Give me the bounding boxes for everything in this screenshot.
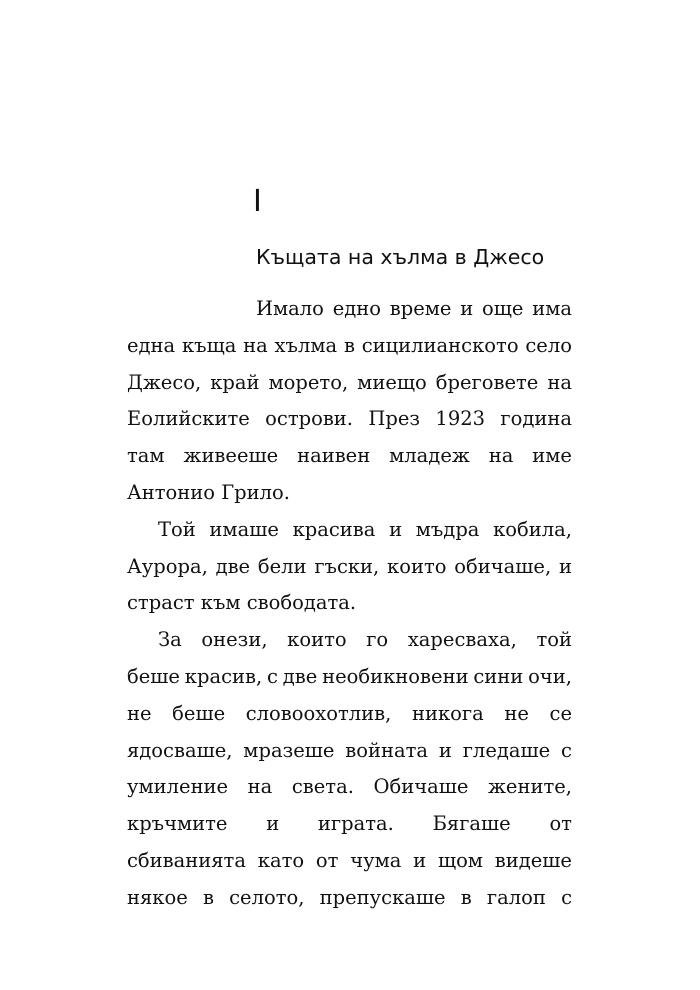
- text-line: [127, 659, 572, 696]
- word: играта.: [317, 812, 394, 836]
- word: Имало: [256, 297, 324, 320]
- word: наивен: [297, 444, 371, 468]
- word: година: [500, 407, 572, 431]
- word: кръчмите: [127, 812, 228, 836]
- word: и: [389, 517, 403, 541]
- word: с: [561, 738, 572, 762]
- word: никога: [411, 701, 484, 725]
- word: той: [536, 628, 572, 652]
- word: щом: [437, 848, 483, 872]
- word: Аурора,: [127, 554, 208, 578]
- word: към: [200, 591, 241, 615]
- word: в: [343, 333, 355, 357]
- word: препускаше: [319, 885, 446, 909]
- word: Еолийските: [127, 407, 250, 431]
- word: и: [266, 812, 280, 836]
- word: обичаше,: [454, 554, 552, 578]
- word: край: [210, 370, 260, 394]
- word: Обичаше: [373, 775, 469, 799]
- text-line: [127, 438, 572, 475]
- word: и: [438, 738, 452, 762]
- text-line: [127, 696, 572, 733]
- word: Антонио: [127, 480, 216, 504]
- word: на: [488, 444, 514, 468]
- word: чума: [350, 848, 402, 872]
- chapter-title: Къщата на хълма в Джесо: [256, 245, 545, 269]
- word: имаше: [209, 517, 279, 541]
- word: от: [315, 848, 339, 872]
- text-line: [127, 843, 572, 880]
- word: име: [532, 444, 572, 468]
- word: сини: [473, 664, 524, 688]
- word: жените,: [487, 775, 572, 799]
- word: свободата.: [246, 591, 357, 615]
- word: селото,: [229, 885, 305, 909]
- text-line: [127, 328, 572, 365]
- text-line: [127, 733, 572, 770]
- word: и: [558, 554, 572, 578]
- word: с: [267, 664, 278, 688]
- word: красива: [292, 517, 376, 541]
- word: Бягаше: [432, 812, 511, 836]
- word: необикновени: [322, 664, 469, 688]
- text-line: [127, 622, 572, 659]
- word: хълма: [274, 333, 338, 357]
- text-line: [127, 512, 572, 549]
- word: не: [127, 701, 152, 725]
- word: ядосваше,: [127, 738, 233, 762]
- word: 1923: [435, 407, 486, 431]
- word: като: [257, 848, 305, 872]
- word: гледаше: [462, 738, 551, 762]
- word: има: [532, 297, 572, 320]
- body-text: [127, 291, 572, 917]
- word: село: [525, 333, 572, 357]
- word: къща: [181, 333, 237, 357]
- word: света.: [291, 775, 354, 799]
- word: време: [389, 297, 452, 320]
- text-line: [127, 880, 572, 917]
- word: гъски,: [314, 554, 380, 578]
- word: беше: [127, 664, 180, 688]
- word: онези,: [201, 628, 268, 652]
- text-line: [127, 365, 572, 402]
- word: с: [561, 885, 572, 909]
- text-line: [127, 291, 572, 328]
- word: които: [387, 554, 447, 578]
- word: сицилианското: [361, 333, 519, 357]
- word: не: [504, 701, 529, 725]
- word: бреговете: [435, 370, 539, 394]
- word: които: [287, 628, 347, 652]
- word: бели: [257, 554, 307, 578]
- word: две: [282, 664, 318, 688]
- word: мъдра: [415, 517, 480, 541]
- word: словоохотлив,: [245, 701, 392, 725]
- word: Той: [158, 517, 196, 541]
- word: мразеше: [243, 738, 335, 762]
- text-line: [127, 769, 572, 806]
- word: го: [366, 628, 389, 652]
- chapter-number: I: [253, 184, 262, 219]
- word: на: [243, 333, 268, 357]
- word: две: [215, 554, 251, 578]
- word: в: [202, 885, 214, 909]
- word: една: [127, 333, 176, 357]
- word: в: [460, 885, 472, 909]
- text-line: [127, 549, 572, 586]
- word: младеж: [389, 444, 470, 468]
- word: на: [247, 775, 273, 799]
- word: миещо: [357, 370, 427, 394]
- word: страст: [127, 591, 195, 615]
- word: Грило.: [221, 480, 290, 504]
- word: беше: [172, 701, 226, 725]
- word: галоп: [486, 885, 546, 909]
- text-line: [127, 401, 572, 438]
- word: Джесо,: [127, 370, 202, 394]
- word: красив,: [184, 664, 263, 688]
- text-line: [127, 585, 572, 622]
- word: живееше: [183, 444, 279, 468]
- word: сбиванията: [127, 848, 246, 872]
- text-line: [127, 806, 572, 843]
- word: още: [482, 297, 524, 320]
- word: на: [547, 370, 572, 394]
- word: едно: [332, 297, 381, 320]
- word: видеше: [494, 848, 572, 872]
- word: За: [158, 628, 182, 652]
- word: и: [413, 848, 427, 872]
- word: През: [368, 407, 421, 431]
- word: се: [549, 701, 572, 725]
- word: кобила,: [493, 517, 572, 541]
- word: очи,: [528, 664, 572, 688]
- word: харесваха,: [407, 628, 517, 652]
- word: войната: [345, 738, 429, 762]
- word: умиление: [127, 775, 229, 799]
- text-line: [127, 475, 572, 512]
- word: острови.: [265, 407, 354, 431]
- word: някое: [127, 885, 188, 909]
- word: и: [460, 297, 474, 320]
- word: от: [549, 812, 572, 836]
- word: там: [127, 444, 165, 468]
- word: морето,: [268, 370, 349, 394]
